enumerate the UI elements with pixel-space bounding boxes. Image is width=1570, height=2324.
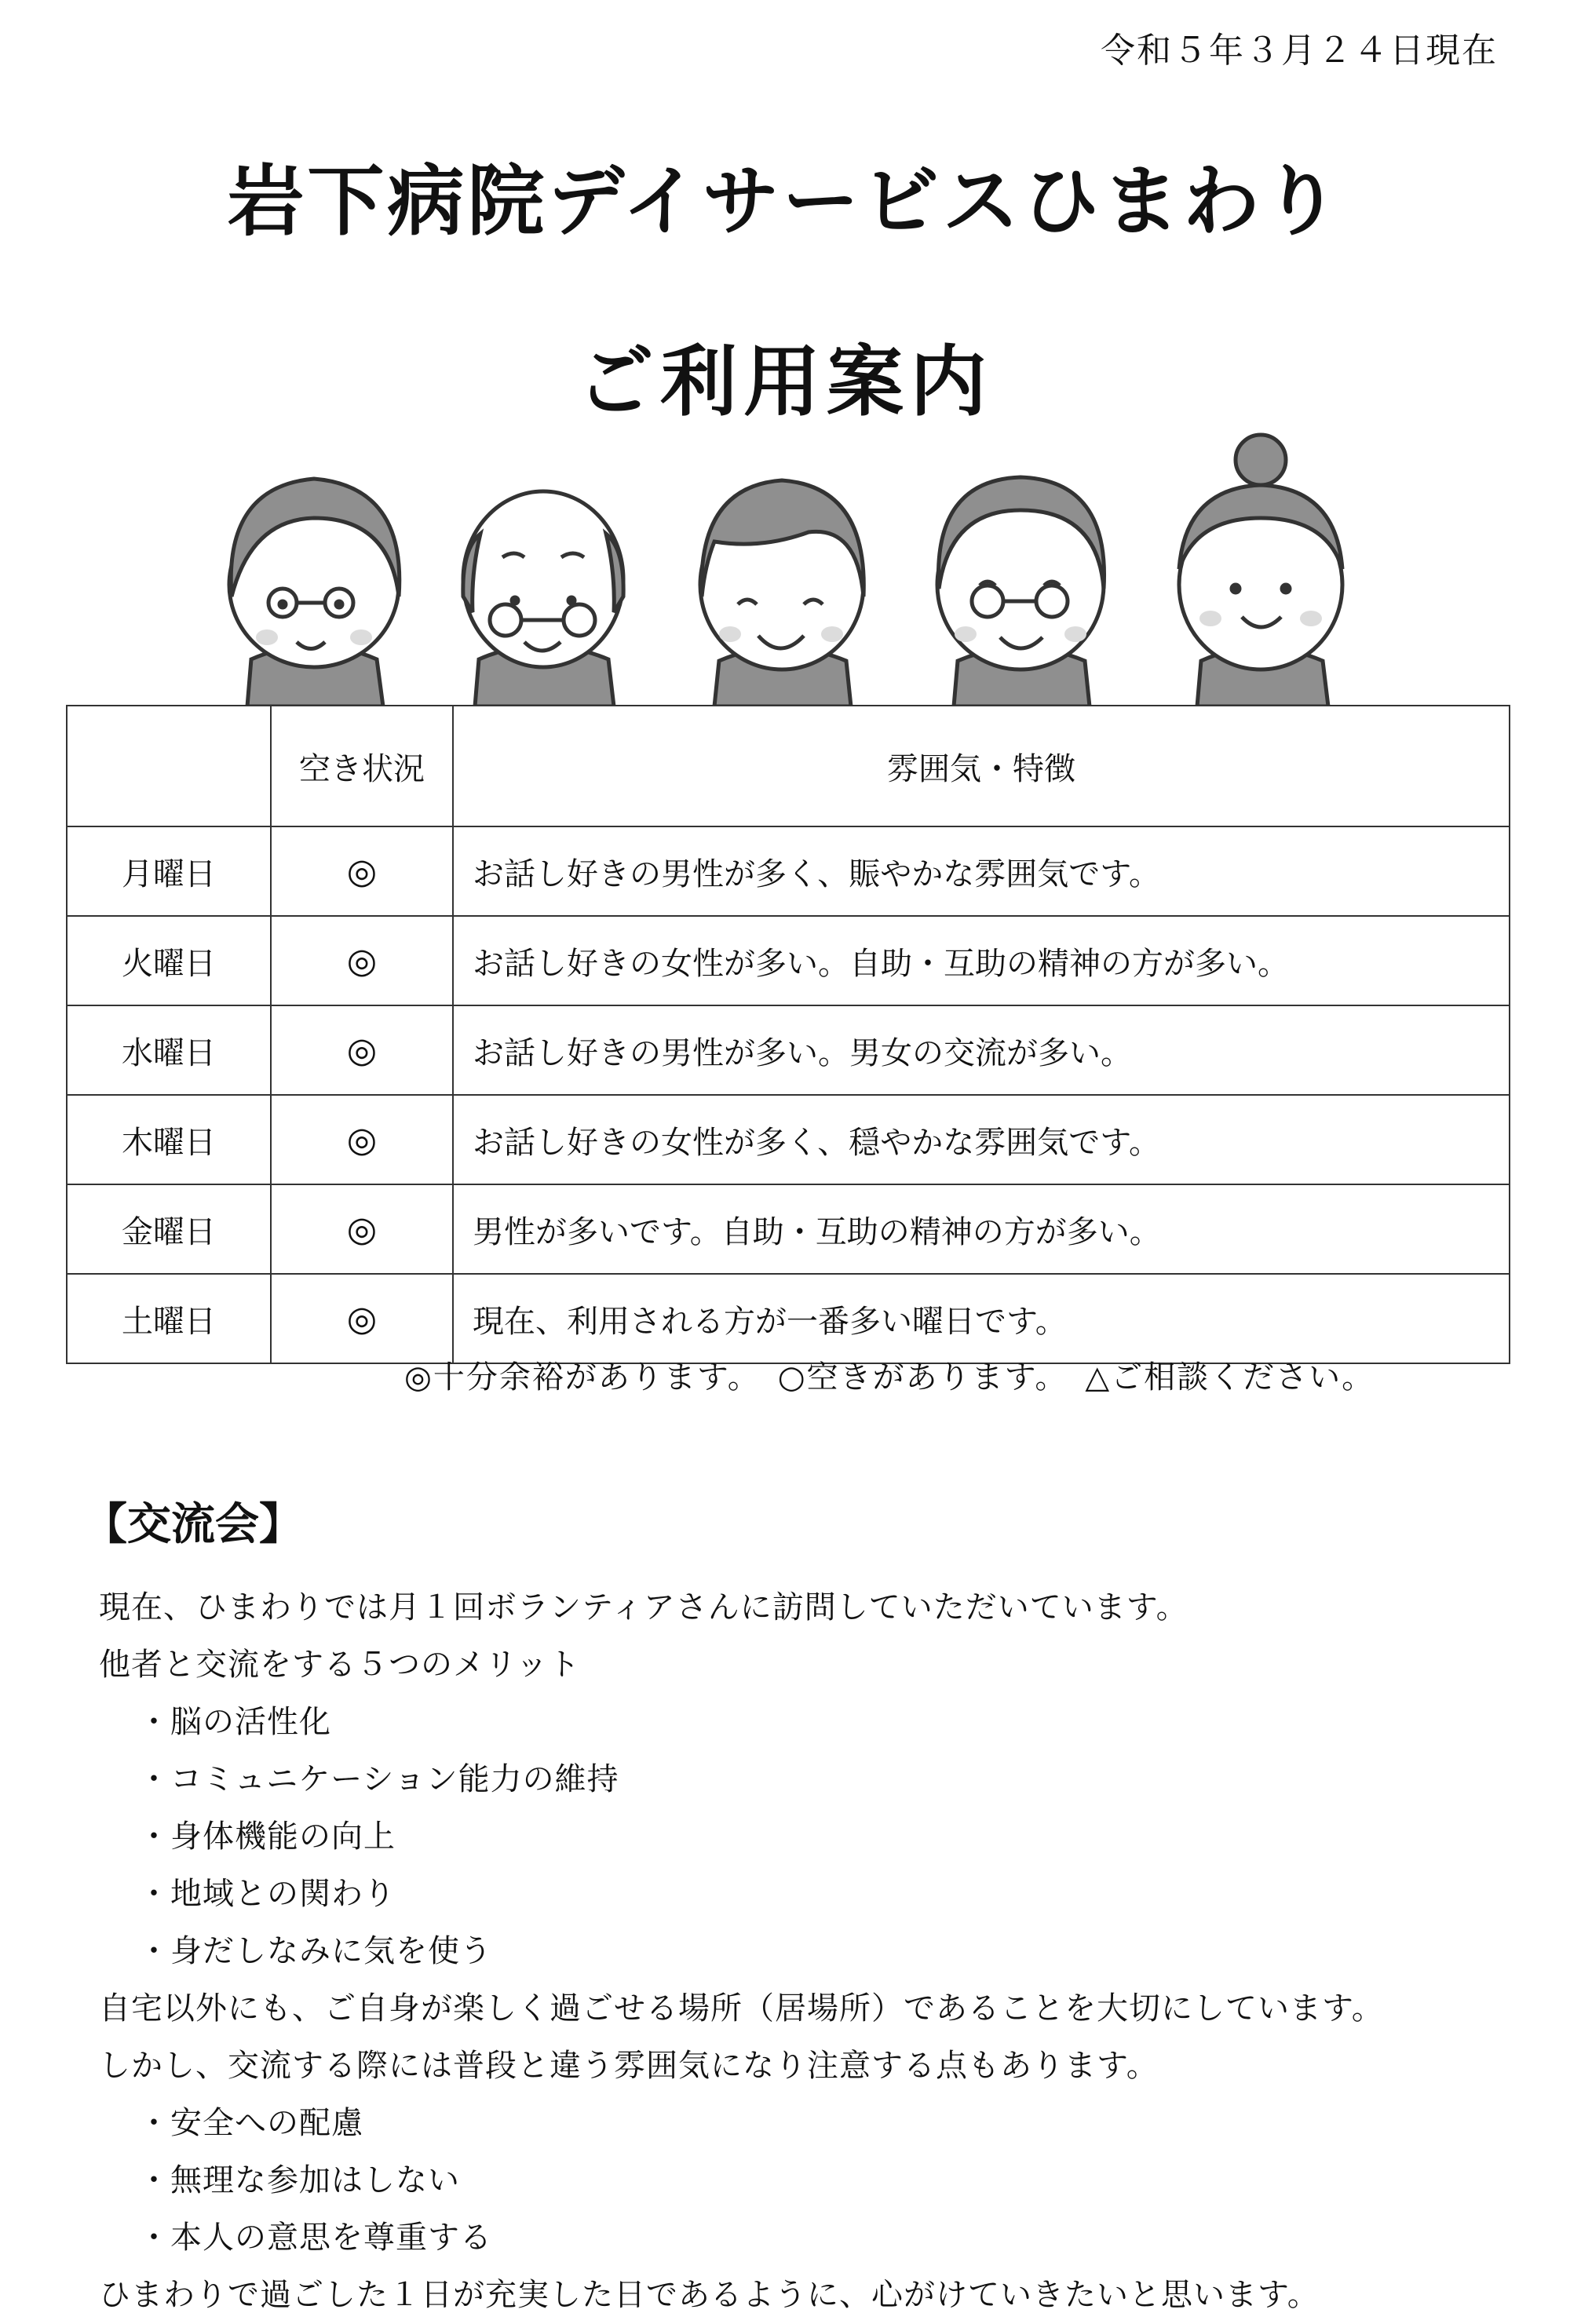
paragraph-line: ひまわりで過ごした１日が充実した日であるように、心がけていきたいと思います。 (99, 2277, 1320, 2313)
table-row (67, 1005, 1510, 1095)
table-header-row (67, 706, 1510, 826)
bullet-item: ・地域との関わり (138, 1876, 396, 1912)
face-icon (463, 491, 623, 706)
bullet-item: ・無理な参加はしない (138, 2162, 460, 2198)
note-cell: お話し好きの女性が多い。自助・互助の精神の方が多い。 (453, 916, 1510, 1005)
bullet-item: ・安全への配慮 (138, 2105, 363, 2141)
status-cell: ◎ (271, 1274, 453, 1363)
section-title-exchange: 【交流会】 (83, 1499, 303, 1550)
bullet-item: ・身体機能の向上 (138, 1819, 396, 1855)
note-cell: 現在、利用される方が一番多い曜日です。 (453, 1274, 1510, 1363)
paragraph-line: 自宅以外にも、ご自身が楽しく過ごせる場所（居場所）であることを大切にしています。 (99, 1990, 1384, 2027)
status-cell: ◎ (271, 826, 453, 916)
status-cell: ◎ (271, 1005, 453, 1095)
table-row (67, 1274, 1510, 1363)
day-cell: 月曜日 (67, 826, 271, 916)
paragraph-line: しかし、交流する際には普段と違う雰囲気になり注意する点もあります。 (99, 2048, 1159, 2084)
page-title: 岩下病院デイサービスひまわり (227, 157, 1343, 246)
elderly-faces-illustration (204, 432, 1413, 706)
day-cell: 火曜日 (67, 916, 271, 1005)
table-row (67, 916, 1510, 1005)
page-subtitle: ご利用案内 (576, 337, 993, 427)
availability-legend: ◎十分余裕があります。 ○空きがあります。 △ご相談ください。 (404, 1359, 1375, 1395)
table-row (67, 1095, 1510, 1184)
face-icon (937, 477, 1104, 706)
face-icon (700, 480, 864, 706)
note-cell: お話し好きの男性が多く、賑やかな雰囲気です。 (453, 826, 1510, 916)
table-row (67, 826, 1510, 916)
table-header-note: 雰囲気・特徴 (453, 706, 1510, 826)
table-header-day (67, 706, 271, 826)
day-cell: 木曜日 (67, 1095, 271, 1184)
paragraph-line: 現在、ひまわりでは月１回ボランティアさんに訪問していただいています。 (99, 1589, 1188, 1625)
note-cell: お話し好きの女性が多く、穏やかな雰囲気です。 (453, 1095, 1510, 1184)
day-cell: 金曜日 (67, 1184, 271, 1274)
bullet-item: ・コミュニケーション能力の維持 (138, 1761, 619, 1797)
status-cell: ◎ (271, 1184, 453, 1274)
bullet-item: ・脳の活性化 (138, 1704, 331, 1740)
exchange-body (99, 1579, 1384, 2324)
table-header-status: 空き状況 (271, 706, 453, 826)
bullet-item: ・本人の意思を尊重する (138, 2220, 492, 2256)
note-cell: お話し好きの男性が多い。男女の交流が多い。 (453, 1005, 1510, 1095)
face-icon (1179, 435, 1342, 706)
bullet-item: ・身だしなみに気を使う (138, 1933, 492, 1969)
paragraph-line: 他者と交流をする５つのメリット (99, 1647, 581, 1683)
face-icon (229, 479, 400, 706)
date-label: 令和５年３月２４日現在 (1101, 31, 1498, 71)
day-cell: 水曜日 (67, 1005, 271, 1095)
status-cell: ◎ (271, 1095, 453, 1184)
day-cell: 土曜日 (67, 1274, 271, 1363)
note-cell: 男性が多いです。自助・互助の精神の方が多い。 (453, 1184, 1510, 1274)
schedule-table (66, 705, 1510, 1364)
table-row (67, 1184, 1510, 1274)
status-cell: ◎ (271, 916, 453, 1005)
